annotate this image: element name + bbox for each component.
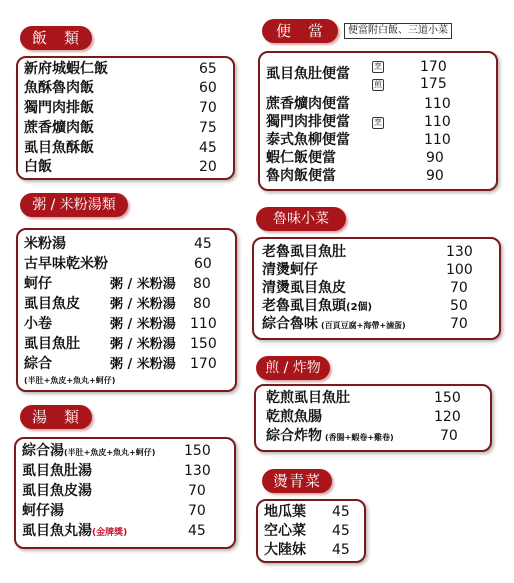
menu-item-name: 魚酥魯肉飯 [24,80,94,96]
menu-item-price: 80 [193,276,211,292]
menu-item-price: 70 [188,483,206,499]
menu-item-name: 虱目魚皮 [24,296,80,312]
menu-item-price: 45 [332,542,350,558]
menu-item-price: 120 [434,409,461,425]
menu-item-name: 蝦仁飯便當 [266,150,336,166]
menu-item-price: 110 [424,96,451,112]
menu-item-name: 虱目魚肚 [24,336,80,352]
menu-item-price: 65 [199,61,217,77]
menu-item-variant: 粥 / 米粉湯 [110,277,176,292]
greens-section-title: 燙青菜 [262,469,332,493]
menu-item-name: 新府城蝦仁飯 [24,61,108,77]
menu-item-name: 古早味乾米粉 [24,256,108,272]
menu-item-name: 清燙蚵仔 [262,262,318,278]
menu-item-variant: 粥 / 米粉湯 [110,357,176,372]
menu-item-name: 地瓜葉 [264,504,306,520]
menu-item-name: 綜合 [24,356,52,372]
menu-item-price: 70 [199,100,217,116]
menu-item-name: 虱目魚皮湯 [22,483,92,499]
menu-item-name: 獨門肉排便當 [266,114,350,130]
rice-section-title: 飯 類 [20,26,92,50]
menu-item-name [262,316,406,334]
menu-item-name: 乾煎魚腸 [266,409,322,425]
menu-item-price: 70 [450,280,468,296]
menu-item-name: 獨門肉排飯 [24,100,94,116]
menu-item-label: 綜合湯 [22,443,64,459]
menu-item-price: 150 [434,390,461,406]
menu-item-price: 100 [446,262,473,278]
menu-item-price: 130 [184,463,211,479]
menu-item-price: 110 [190,316,217,332]
menu-item-price: 75 [199,120,217,136]
menu-item-name: 白飯 [24,159,52,175]
menu-item-note: (2個) [346,302,373,313]
menu-item-name [262,298,372,316]
menu-item-price: 130 [446,244,473,260]
menu-item-price: 45 [332,523,350,539]
menu-item-label: 綜合炸物 [266,428,322,444]
award-note: (金牌獎) [92,528,128,538]
menu-item-price: 70 [450,316,468,332]
menu-item-variant: 粥 / 米粉湯 [110,317,176,332]
menu-item-name: 空心菜 [264,523,306,539]
menu-item-name [22,523,127,542]
menu-item-price: 175 [420,76,447,92]
menu-item-price: 110 [424,114,451,130]
cooking-style-tag: 烹 [374,118,382,127]
menu-item-price: 50 [450,298,468,314]
menu-item-price: 90 [426,150,444,166]
menu-item-note: (半肚+魚皮+魚丸+蚵仔) [64,448,156,457]
menu-item-label: 綜合魯味 [262,316,318,332]
menu-item-price: 45 [194,236,212,252]
menu-item-price: 70 [440,428,458,444]
menu-item-price: 70 [188,503,206,519]
menu-item-price: 20 [199,159,217,175]
fried-section-title: 煎 / 炸物 [256,356,330,380]
menu-item-price: 80 [193,296,211,312]
menu-item-name [22,443,155,461]
menu-item-name [266,428,394,446]
menu-item-label: 虱目魚丸湯 [22,523,92,539]
menu-item-name: 蚵仔 [24,276,52,292]
menu-item-price: 110 [424,132,451,148]
menu-item-name: 虱目魚肚湯 [22,463,92,479]
menu-item-name: 清燙虱目魚皮 [262,280,346,296]
menu-item-price: 90 [426,168,444,184]
cooking-style-tag: 烹 [374,62,382,71]
menu-item-name: 蔗香爌肉便當 [266,96,350,112]
soup-section-title: 湯 類 [20,405,92,429]
menu-item-name: 小卷 [24,316,52,332]
menu-item-note: (百頁豆腐+海帶+滷蛋) [321,321,406,330]
menu-item-name: 蚵仔湯 [22,503,64,519]
bento-section-title: 便 當 [262,19,338,43]
menu-item-price: 45 [188,523,206,539]
menu-item-variant: 粥 / 米粉湯 [110,337,176,352]
menu-item-name: 虱目魚酥飯 [24,140,94,156]
menu-item-price: 170 [190,356,217,372]
menu-item-price: 170 [420,59,447,75]
menu-item-name: 虱目魚肚便當 [266,66,350,82]
menu-item-price: 60 [199,80,217,96]
menu-item-variant: 粥 / 米粉湯 [110,297,176,312]
menu-item-name: 老魯虱目魚肚 [262,244,346,260]
menu-item-name: 大陸妹 [264,542,306,558]
menu-item-price: 45 [199,140,217,156]
menu-item-price: 60 [194,256,212,272]
menu-item-name: 乾煎虱目魚肚 [266,390,350,406]
menu-item-price: 150 [190,336,217,352]
bento-note: 便當附白飯、三道小菜 [344,23,452,39]
porridge-section-title: 粥 / 米粉湯類 [20,193,128,217]
menu-item-note: (香腸+蝦卷+雞卷) [325,433,394,442]
cooking-style-tag: 煎 [374,80,382,89]
menu-item-note: (半肚+魚皮+魚丸+蚵仔) [24,376,116,385]
menu-item-label: 老魯虱目魚頭 [262,298,346,314]
menu-item-name: 米粉湯 [24,236,66,252]
menu-item-price: 150 [184,443,211,459]
braised-section-title: 魯味小菜 [256,207,346,231]
menu-item-name: 泰式魚柳便當 [266,132,350,148]
menu-item-name: 蔗香爌肉飯 [24,120,94,136]
menu-item-price: 45 [332,504,350,520]
menu-item-name: 魯肉飯便當 [266,168,336,184]
